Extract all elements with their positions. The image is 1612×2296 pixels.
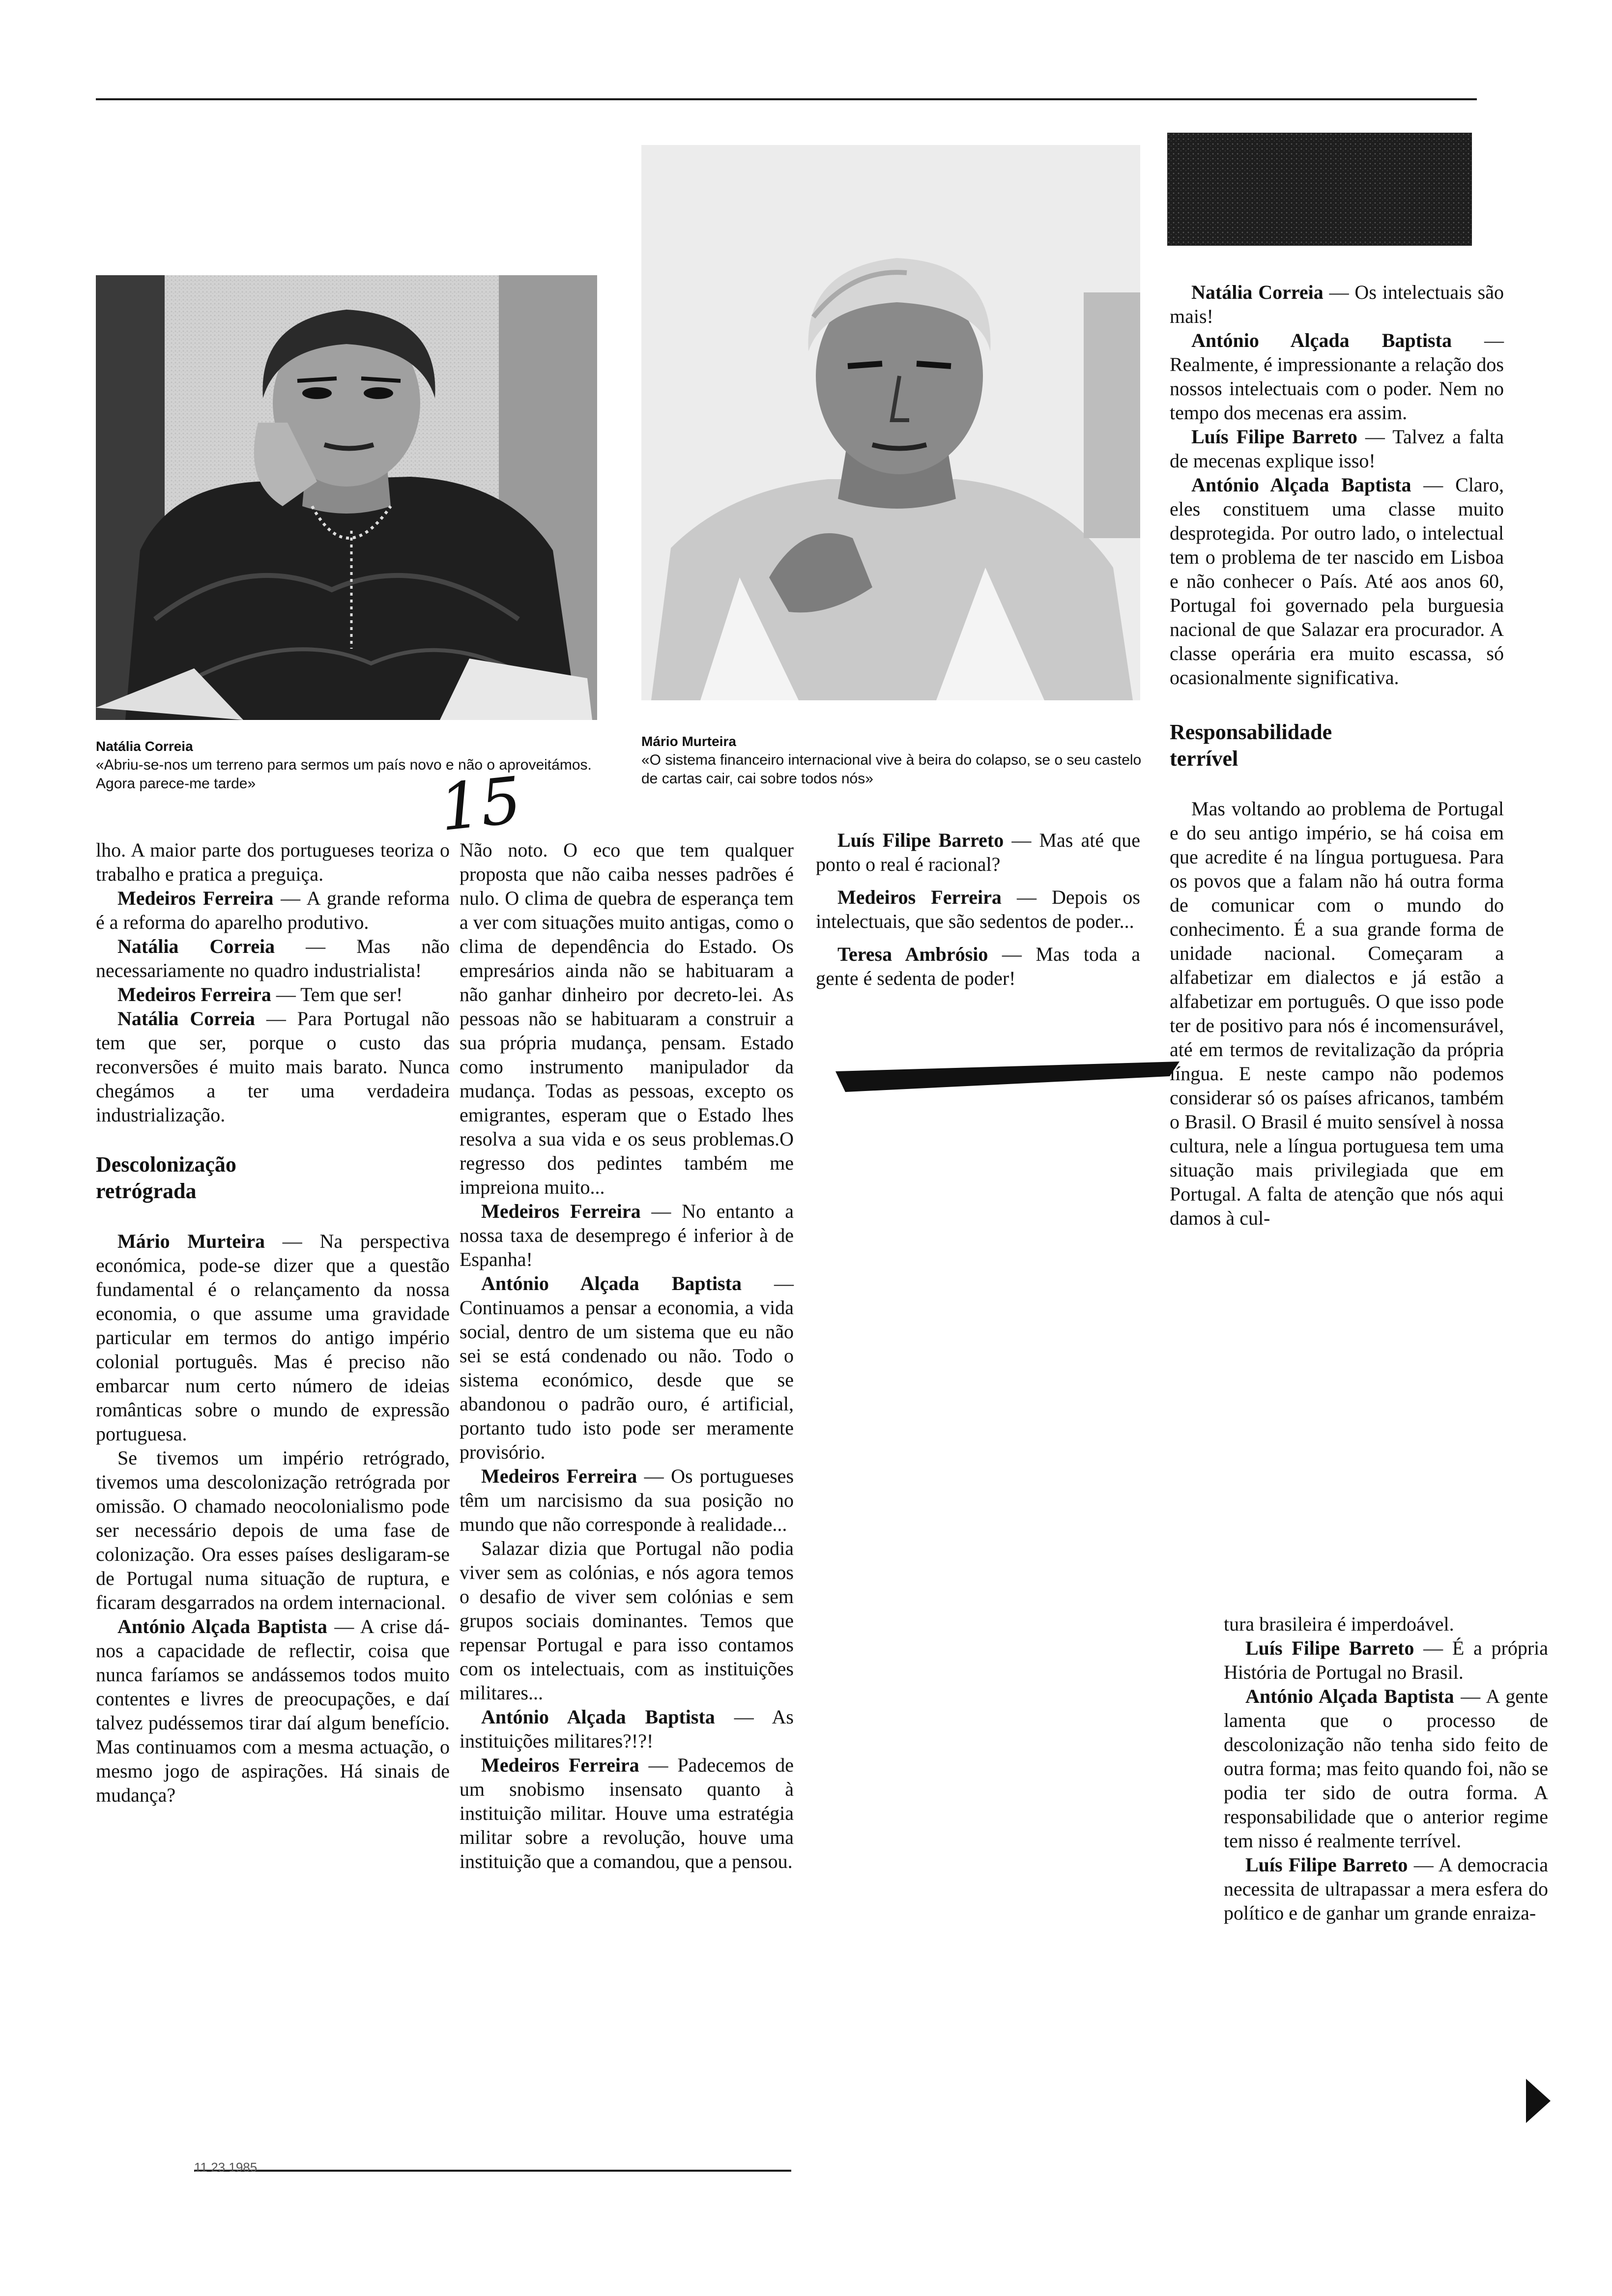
speech: — Padecemos de um snobismo insensato quanto à instituição militar. Houve uma estratégia militar sobre a revolução, houve uma instituição que a comandou, que a pensou. xyxy=(460,1754,794,1872)
col2-exchange-2 xyxy=(460,1199,794,1271)
col1-exchange-2 xyxy=(96,934,450,982)
col5-paragraph-1: tura brasileira é imperdoável. xyxy=(1224,1613,1454,1635)
photo-mario-murteira xyxy=(641,145,1140,700)
speech: — Para Portugal não tem que ser, porque o custo das reconversões é muito mais barato. Nunca chegámos a ter uma verdadeira industrialização. xyxy=(96,1007,450,1126)
col3-exchange-1 xyxy=(816,828,1140,876)
speech: — Continuamos a pensar a economia, a vida social, dentro de um sistema que eu não sei se está condenado ou não. Todo o sistema económico, desde que se abandonou o padrão ouro, é artificial, portanto tudo isto pode ser meramente provisório. xyxy=(460,1272,794,1463)
speaker: Medeiros Ferreira xyxy=(837,886,1002,908)
col5-exchange-3 xyxy=(1224,1684,1548,1853)
col1-exchange-1 xyxy=(96,886,450,934)
speech: — As instituições militares?!?! xyxy=(460,1706,794,1752)
col4-exchange-3 xyxy=(1170,425,1504,473)
speaker: Luís Filipe Barreto xyxy=(1245,1854,1408,1876)
col5-exchange-2 xyxy=(1224,1636,1548,1684)
caption-left-quote: «Abriu-se-nos um terreno para sermos um país novo e não o aproveitámos. Agora parece-me tarde» xyxy=(96,757,592,792)
handwritten-page-mark: 15 xyxy=(436,762,525,846)
column-5 xyxy=(1224,1612,1548,1925)
speaker: António Alçada Baptista xyxy=(1191,474,1411,496)
col1-exchange-3 xyxy=(96,982,450,1006)
speech: — Claro, eles constituem uma classe muito desprotegida. Por outro lado, o intelectual tem o problema de ter nascido em Lisboa e não conhecer o País. Até aos anos 60, Portugal foi governado pela burguesia nacional de que Salazar era procurador. A classe operária era muito escassa, só ocasionalmente significativa. xyxy=(1170,474,1504,689)
speech: — Mas não necessariamente no quadro industrialista! xyxy=(96,935,450,981)
col1-exchange-7 xyxy=(96,1614,450,1807)
col4-exchange-2 xyxy=(1170,328,1504,425)
col4-exchange-1 xyxy=(1170,280,1504,328)
column-4 xyxy=(1170,280,1504,1230)
speaker: António Alçada Baptista xyxy=(117,1615,327,1637)
col1-exchange-4 xyxy=(96,1006,450,1127)
portrait-image-2 xyxy=(641,145,1140,700)
speaker: Medeiros Ferreira xyxy=(481,1200,641,1222)
caption-right xyxy=(641,732,1157,788)
speaker: Natália Correia xyxy=(117,935,275,957)
col1-paragraph-6: Se tivemos um império retrógrado, tivemos uma descolonização retrógrada por omissão. O chamado neocolonialismo pode ser necessário depois de uma fase de colonização. Ora esses países desligaram-se de Portugal numa situação de ruptura, e ficaram desgarrados na ordem internacional. xyxy=(96,1447,450,1613)
speech: — No entanto a nossa taxa de desemprego é inferior à de Espanha! xyxy=(460,1200,794,1270)
top-rule xyxy=(96,98,1477,100)
photo-natalia-correia xyxy=(96,275,597,720)
col2-exchange-6 xyxy=(460,1705,794,1753)
noise-texture xyxy=(1167,133,1472,246)
caption-left xyxy=(96,737,612,793)
speech: — Os portugueses têm um narcisismo da sua posição no mundo que não corresponde à realidade... xyxy=(460,1465,794,1535)
speaker: Luís Filipe Barreto xyxy=(1245,1637,1414,1659)
col1-exchange-5 xyxy=(96,1229,450,1446)
speaker: Luís Filipe Barreto xyxy=(1191,426,1357,448)
speech: — Mas toda a gente é sedenta de poder! xyxy=(816,943,1141,989)
col5-exchange-4 xyxy=(1224,1853,1548,1925)
column-3 xyxy=(816,828,1140,990)
speaker: Mário Murteira xyxy=(117,1230,265,1252)
continue-arrow-icon xyxy=(1526,2079,1551,2125)
ink-stroke xyxy=(835,1062,1180,1098)
ink-stroke-shape xyxy=(835,1062,1180,1096)
col4-exchange-4 xyxy=(1170,473,1504,689)
speech: — Os intelectuais são mais! xyxy=(1170,281,1504,327)
subheading-responsabilidade: Responsabilidade terrível xyxy=(1170,720,1332,771)
column-2 xyxy=(460,838,794,1873)
column-1 xyxy=(96,838,450,1807)
speaker: Teresa Ambrósio xyxy=(837,943,988,965)
speaker: Medeiros Ferreira xyxy=(481,1465,637,1487)
col2-exchange-3 xyxy=(460,1271,794,1464)
subheading-descolonizacao: Descolonização retrógrada xyxy=(96,1152,236,1203)
col2-exchange-4 xyxy=(460,1464,794,1536)
speaker: Medeiros Ferreira xyxy=(481,1754,639,1776)
col1-paragraph-1: lho. A maior parte dos portugueses teoriza o trabalho e pratica a preguiça. xyxy=(96,839,450,885)
speaker: António Alçada Baptista xyxy=(481,1272,742,1294)
speaker: Natália Correia xyxy=(117,1007,255,1030)
speech: — Mas até que ponto o real é racional? xyxy=(816,829,1141,875)
speech: — Na perspectiva económica, pode-se dizer que a questão fundamental é o relançamento da nossa economia, o que assume uma gravidade particular em termos do antigo império colonial português. Mas é preciso não embarcar num certo número de ideias românticas sobre o mundo de expressão portuguesa. xyxy=(96,1230,450,1445)
speech: — A gente lamenta que o processo de descolonização não tenha sido feito de outra forma; mas feito quando foi, não se podia ter sido de outra forma. A responsabilidade que o anterior regime tem nisso é realmente terrível. xyxy=(1224,1685,1548,1852)
decorative-dark-block xyxy=(1167,133,1472,246)
speech: — A crise dá-nos a capacidade de reflectir, coisa que nunca faríamos se andássemos todos muito contentes e livres de preocupações, e daí talvez pudéssemos tirar daí algum benefício. Mas continuamos com a mesma actuação, o mesmo jogo de aspirações. Há sinais de mudança? xyxy=(96,1615,450,1806)
caption-right-quote: «O sistema financeiro internacional vive à beira do colapso, se o seu castelo de cartas cair, cai sobre todos nós» xyxy=(641,752,1142,787)
speech: — Realmente, é impressionante a relação dos nossos intelectuais com o poder. Nem no tempo dos mecenas era assim. xyxy=(1170,329,1504,424)
speaker: Medeiros Ferreira xyxy=(117,887,274,909)
portrait-image xyxy=(96,275,597,720)
speaker: António Alçada Baptista xyxy=(1245,1685,1454,1707)
speech: — Tem que ser! xyxy=(271,983,403,1005)
speaker: Natália Correia xyxy=(1191,281,1324,303)
speech: — É a própria História de Portugal no Brasil. xyxy=(1224,1637,1549,1683)
footer-mark: 11 23 1985 xyxy=(194,2160,258,2175)
speech: — A grande reforma é a reforma do aparelho produtivo. xyxy=(96,887,450,933)
speaker: António Alçada Baptista xyxy=(481,1706,715,1728)
speech: — A democracia necessita de ultrapassar a mera esfera do político e de ganhar um grande enraiza- xyxy=(1224,1854,1548,1924)
arrow-shape xyxy=(1526,2079,1551,2123)
col2-paragraph-5: Salazar dizia que Portugal não podia viver sem as colónias, e nós agora temos o desafio de viver sem colónias e sem grupos sociais dominantes. Temos que repensar Portugal e para isso contamos com os intelectuais, com as instituições militares... xyxy=(460,1537,794,1704)
caption-left-name: Natália Correia xyxy=(96,739,193,754)
caption-right-name: Mário Murteira xyxy=(641,734,736,749)
col3-exchange-3 xyxy=(816,942,1140,990)
speaker: António Alçada Baptista xyxy=(1191,329,1452,351)
speech: — Talvez a falta de mecenas explique isso! xyxy=(1170,426,1504,472)
bottom-rule xyxy=(194,2170,791,2172)
speaker: Luís Filipe Barreto xyxy=(837,829,1004,851)
speech: — Depois os intelectuais, que são sedentos de poder... xyxy=(816,886,1140,932)
col2-paragraph-1: Não noto. O eco que tem qualquer proposta que não caiba nesses padrões é nulo. O clima de quebra de esperança tem a ver com situações muito antigas, como o clima de dependência do Estado. Os empresários ainda não se habituaram a não ganhar dinheiro por decreto-lei. As pessoas não se habituaram a construir a sua própria mudança, pensam. Estado como instrumento manipulador da mudança. Todas as pessoas, excepto os emigrantes, esperam que o Estado lhes resolva a sua vida e os seus problemas.O regresso dos pedintes também me impreiona muito... xyxy=(460,839,794,1198)
col3-exchange-2 xyxy=(816,885,1140,933)
col4-paragraph-5: Mas voltando ao problema de Portugal e do seu antigo império, se há coisa em que acredite é na língua portuguesa. Para os povos que a falam não há outra forma de comunicar com o mundo do conhecimento. É a sua grande forma de unidade nacional. Começaram a alfabetizar em dialectos e já estão a alfabetizar em português. O que isso pode ter de positivo para nós é incomensurável, até em termos de revitalização da própria língua. E neste campo não podemos considerar só os países africanos, também o Brasil. O Brasil é muito sensível à nossa cultura, nele a língua portuguesa tem uma situação mais privilegiada que em Portugal. A falta de atenção que nós aqui damos à cul- xyxy=(1170,798,1504,1229)
speaker: Medeiros Ferreira xyxy=(117,983,271,1005)
col2-exchange-7 xyxy=(460,1753,794,1873)
